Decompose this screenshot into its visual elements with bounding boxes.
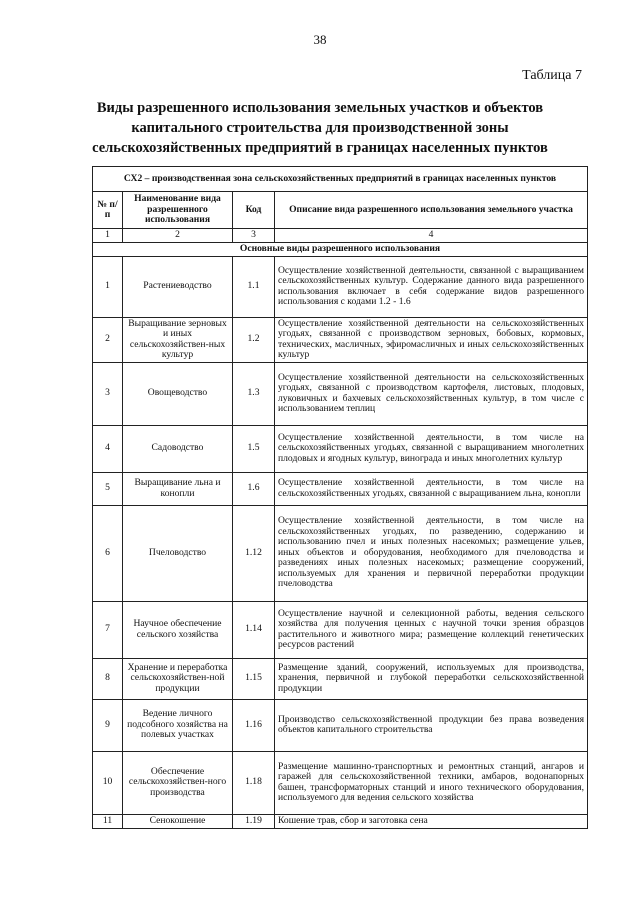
table-row bbox=[93, 317, 588, 362]
row-number: 8 bbox=[93, 658, 123, 699]
table-row bbox=[93, 362, 588, 425]
use-code: 1.6 bbox=[233, 472, 275, 505]
use-description: Осуществление хозяйственной деятельности на сельскохозяйственных угодьях, связанной с производством зерновых, бобовых, кормовых, технических, масличных, эфиромасличных и иных сельскохозяйственных культур bbox=[275, 317, 588, 362]
col-number: 3 bbox=[233, 229, 275, 243]
use-code: 1.5 bbox=[233, 425, 275, 472]
use-code: 1.19 bbox=[233, 814, 275, 828]
col-number: 4 bbox=[275, 229, 588, 243]
section-row bbox=[93, 242, 588, 256]
row-number: 5 bbox=[93, 472, 123, 505]
use-name: Садоводство bbox=[123, 425, 233, 472]
use-code: 1.16 bbox=[233, 699, 275, 751]
use-name: Выращивание зерновых и иных сельскохозяйствен-ных культур bbox=[123, 317, 233, 362]
table-row bbox=[93, 256, 588, 317]
use-code: 1.18 bbox=[233, 751, 275, 814]
table-row bbox=[93, 425, 588, 472]
zone-header: СХ2 – производственная зона сельскохозяйственных предприятий в границах населенных пунктов bbox=[93, 167, 588, 192]
table-row bbox=[93, 658, 588, 699]
col-header-name: Наименование вида разрешенного использования bbox=[123, 192, 233, 229]
table-row bbox=[93, 751, 588, 814]
use-name: Обеспечение сельскохозяйствен-ного производства bbox=[123, 751, 233, 814]
table-label: Таблица 7 bbox=[522, 68, 582, 83]
row-number: 10 bbox=[93, 751, 123, 814]
col-header-desc: Описание вида разрешенного использования земельного участка bbox=[275, 192, 588, 229]
zone-header-row bbox=[93, 167, 588, 192]
row-number: 6 bbox=[93, 505, 123, 601]
use-name: Пчеловодство bbox=[123, 505, 233, 601]
row-number: 2 bbox=[93, 317, 123, 362]
column-header-row bbox=[93, 192, 588, 229]
col-header-code: Код bbox=[233, 192, 275, 229]
row-number: 3 bbox=[93, 362, 123, 425]
table-row bbox=[93, 601, 588, 658]
section-title: Основные виды разрешенного использования bbox=[93, 242, 588, 256]
use-code: 1.1 bbox=[233, 256, 275, 317]
page-number: 38 bbox=[313, 32, 327, 47]
use-description: Осуществление хозяйственной деятельности, в том числе на сельскохозяйственных угодьях, связанной с выращиванием льна, конопли bbox=[275, 472, 588, 505]
use-code: 1.14 bbox=[233, 601, 275, 658]
use-name: Ведение личного подсобного хозяйства на полевых участках bbox=[123, 699, 233, 751]
use-name: Хранение и переработка сельскохозяйствен-ной продукции bbox=[123, 658, 233, 699]
use-description: Производство сельскохозяйственной продукции без права возведения объектов капитального строительства bbox=[275, 699, 588, 751]
use-code: 1.12 bbox=[233, 505, 275, 601]
use-name: Овощеводство bbox=[123, 362, 233, 425]
land-use-table bbox=[92, 166, 588, 829]
col-header-num: № п/п bbox=[93, 192, 123, 229]
table-row bbox=[93, 472, 588, 505]
row-number: 11 bbox=[93, 814, 123, 828]
use-description: Размещение машинно-транспортных и ремонтных станций, ангаров и гаражей для сельскохозяйственной техники, амбаров, водонапорных башен, трансформаторных станций и иного технического оборудования, используемого для ведения сельского хозяйства bbox=[275, 751, 588, 814]
use-code: 1.2 bbox=[233, 317, 275, 362]
use-description: Осуществление хозяйственной деятельности, в том числе на сельскохозяйственных угодьях, по разведению, содержанию и использованию пчел и иных полезных насекомых; размещение ульев, иных объектов и оборудования, необходимого для пчеловодства и разведениях иных полезных насекомых; размещение сооружений, используемых для хранения и первичной переработки продукции пчеловодства bbox=[275, 505, 588, 601]
use-description: Осуществление хозяйственной деятельности, связанной с выращиванием сельскохозяйственных культур. Содержание данного вида разрешенного использования включает в себя содержание видов разрешенного использования с кодами 1.2 - 1.6 bbox=[275, 256, 588, 317]
use-description: Кошение трав, сбор и заготовка сена bbox=[275, 814, 588, 828]
row-number: 7 bbox=[93, 601, 123, 658]
table-row bbox=[93, 814, 588, 828]
use-code: 1.3 bbox=[233, 362, 275, 425]
col-number: 1 bbox=[93, 229, 123, 243]
table-row bbox=[93, 505, 588, 601]
use-description: Осуществление хозяйственной деятельности на сельскохозяйственных угодьях, связанной с производством картофеля, листовых, плодовых, луковичных и бахчевых сельскохозяйственных культур, в том числе с использованием теплиц bbox=[275, 362, 588, 425]
use-name: Растениеводство bbox=[123, 256, 233, 317]
use-description: Размещение зданий, сооружений, используемых для производства, хранения, первичной и глубокой переработки сельскохозяйственной продукции bbox=[275, 658, 588, 699]
use-description: Осуществление научной и селекционной работы, ведения сельского хозяйства для получения ценных с научной точки зрения образцов растительного и животного мира; размещение коллекций генетических ресурсов растений bbox=[275, 601, 588, 658]
page-title: Виды разрешенного использования земельных участков и объектов капитального строительства для производственной зоны сельскохозяйственных предприятий в границах населенных пунктов bbox=[92, 100, 548, 156]
use-description: Осуществление хозяйственной деятельности, в том числе на сельскохозяйственных угодьях, связанной с выращиванием многолетних плодовых и ягодных культур, винограда и иных многолетних культур bbox=[275, 425, 588, 472]
use-name: Выращивание льна и конопли bbox=[123, 472, 233, 505]
row-number: 1 bbox=[93, 256, 123, 317]
row-number: 9 bbox=[93, 699, 123, 751]
use-name: Научное обеспечение сельского хозяйства bbox=[123, 601, 233, 658]
col-number: 2 bbox=[123, 229, 233, 243]
table-row bbox=[93, 699, 588, 751]
column-number-row bbox=[93, 229, 588, 243]
use-name: Сенокошение bbox=[123, 814, 233, 828]
row-number: 4 bbox=[93, 425, 123, 472]
use-code: 1.15 bbox=[233, 658, 275, 699]
